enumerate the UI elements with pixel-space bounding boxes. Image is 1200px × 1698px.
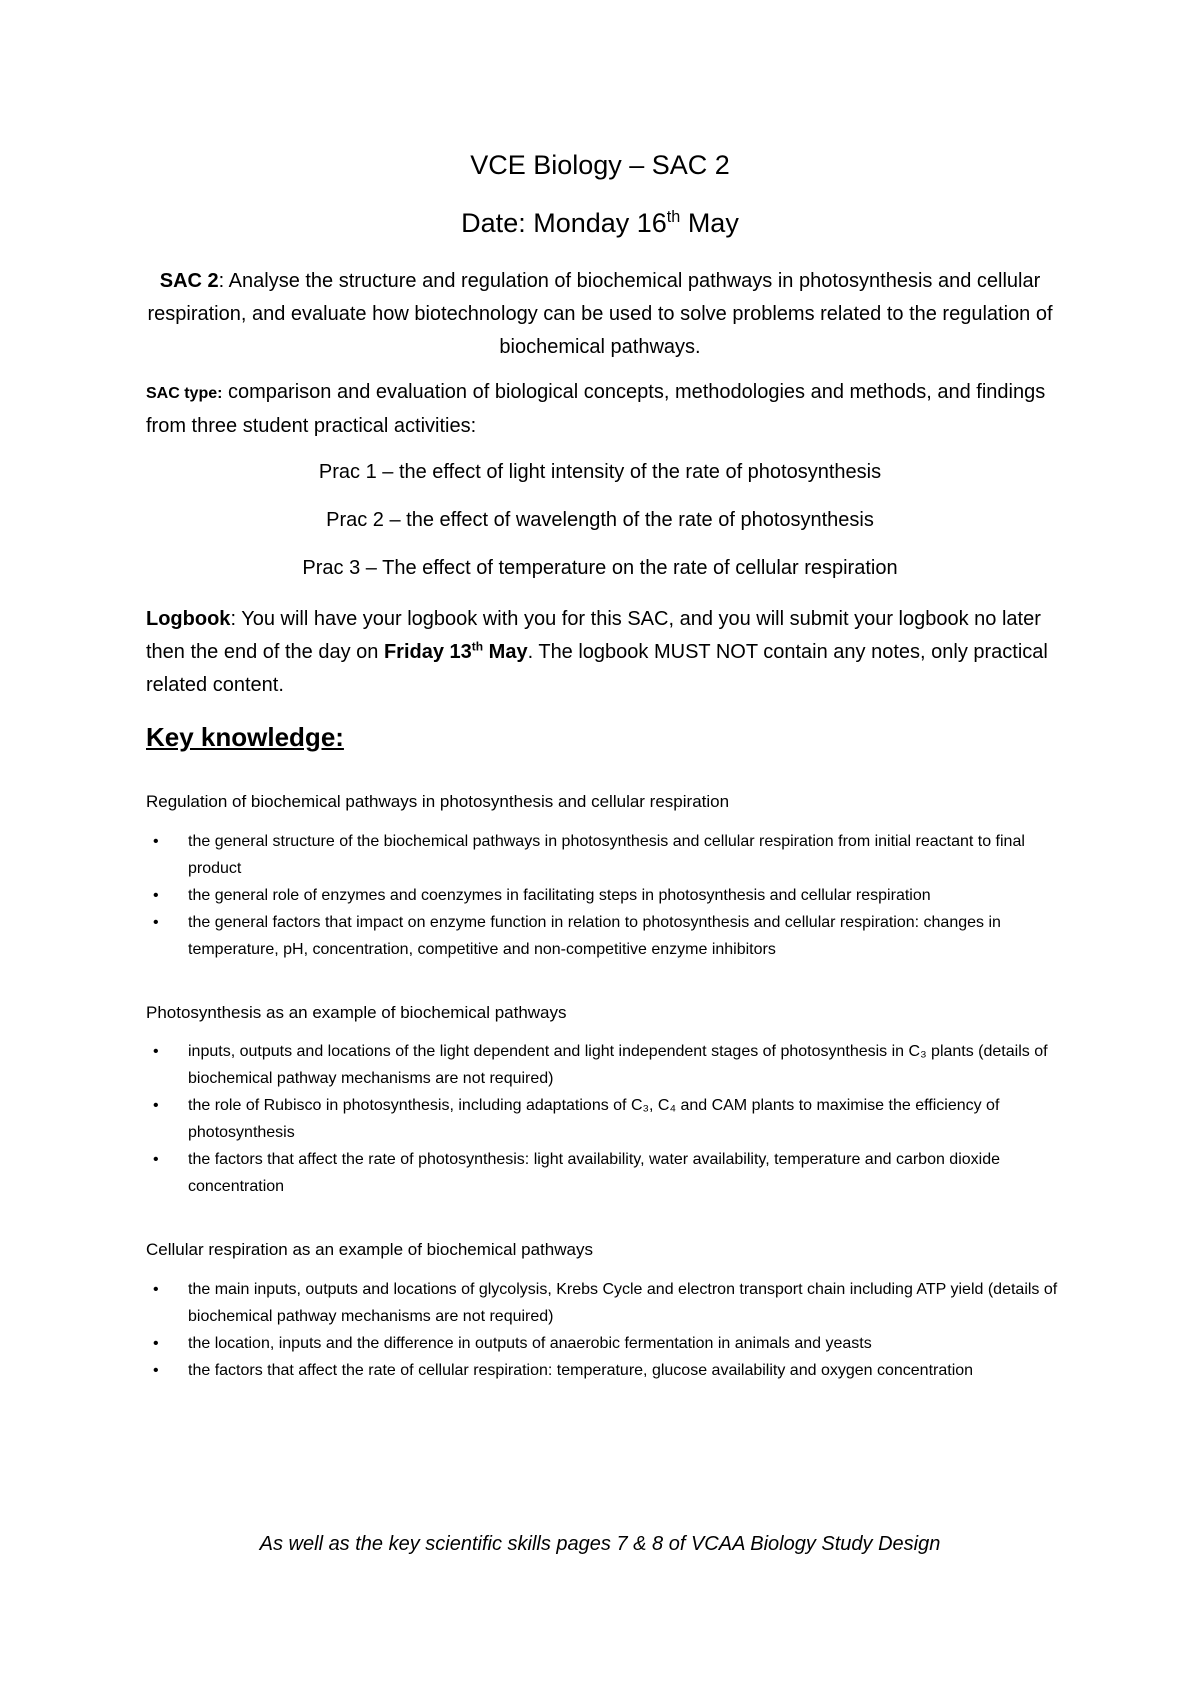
section-list-regulation [140,828,1080,963]
section-heading-respiration: Cellular respiration as an example of biochemical pathways [146,1240,593,1259]
list-item [140,882,1080,909]
logbook-date [384,641,528,663]
sac2-text: : Analyse the structure and regulation of biochemical pathways in photosynthesis and cellular respiration, and evaluate how biotechnology can be used to solve problems related to the regulation of biochemical pathways. [147,270,1053,358]
sac2-label: SAC 2 [159,270,219,292]
key-knowledge-heading: Key knowledge: [146,722,344,752]
logbook-date-prefix: Friday 13 [383,641,472,663]
prac-1: Prac 1 – the effect of light intensity of the rate of photosynthesis [318,461,882,483]
list-item-text: the location, inputs and the difference in outputs of anaerobic fermentation in animals and yeasts [188,1335,872,1352]
list-item-text: the factors that affect the rate of cellular respiration: temperature, glucose availability and oxygen concentration [188,1362,974,1379]
date-prefix: Date: Monday 16 [461,208,667,238]
list-item [140,1092,1080,1146]
list-item-text: inputs, outputs and locations of the light dependent and light independent stages of photosynthesis in C₃ plants (details of biochemical pathway mechanisms are not required) [188,1043,1048,1087]
sac2-description [145,265,1055,364]
list-item [140,1330,1080,1357]
section-heading-photosynthesis: Photosynthesis as an example of biochemical pathways [146,1003,567,1022]
bullet-icon: • [153,1281,159,1298]
list-item [140,909,1080,963]
list-item [140,1276,1080,1330]
document-title: VCE Biology – SAC 2 [470,150,730,180]
logbook-date-sup: th [471,639,484,654]
bullet-icon: • [153,1151,159,1168]
section-list-photosynthesis [140,1038,1080,1200]
list-item-text: the general structure of the biochemical pathways in photosynthesis and cellular respiration from initial reactant to final product [188,833,1025,877]
list-item-text: the general factors that impact on enzyme function in relation to photosynthesis and cellular respiration: changes in temperature, pH, concentration, competitive and non-competitive enzyme inhibitors [188,914,1001,958]
list-item [140,1357,1080,1384]
bullet-icon: • [153,833,159,850]
list-item [140,828,1080,882]
sac-date [0,208,1200,239]
prac-3: Prac 3 – The effect of temperature on the rate of cellular respiration [302,557,898,579]
bullet-icon: • [153,887,159,904]
logbook-date-suffix: May [483,641,528,663]
list-item [140,1038,1080,1092]
logbook-text-1: : You will have your logbook with you for this SAC, and you will submit your logbook no later then the end of the day on [146,608,1041,663]
list-item-text: the role of Rubisco in photosynthesis, including adaptations of C₃, C₄ and CAM plants to maximise the efficiency of photosynthesis [188,1097,1000,1141]
sac-type-label: SAC type: [146,385,223,402]
date-suffix: May [680,208,739,238]
footer-note: As well as the key scientific skills pages 7 & 8 of VCAA Biology Study Design [259,1533,941,1555]
sac-type-text: comparison and evaluation of biological concepts, methodologies and methods, and findings from three student practical activities: [146,381,1046,437]
section-list-respiration [140,1276,1080,1384]
bullet-icon: • [153,914,159,931]
list-item-text: the factors that affect the rate of photosynthesis: light availability, water availability, temperature and carbon dioxide concentration [188,1151,1001,1195]
list-item-text: the main inputs, outputs and locations of glycolysis, Krebs Cycle and electron transport chain including ATP yield (details of biochemical pathway mechanisms are not required) [188,1281,1058,1325]
list-item-text: the general role of enzymes and coenzymes in facilitating steps in photosynthesis and cellular respiration [188,887,931,904]
list-item [140,1146,1080,1200]
bullet-icon: • [153,1043,159,1060]
section-heading-regulation: Regulation of biochemical pathways in photosynthesis and cellular respiration [146,792,730,811]
bullet-icon: • [153,1097,159,1114]
bullet-icon: • [153,1335,159,1352]
prac-2: Prac 2 – the effect of wavelength of the rate of photosynthesis [326,509,874,531]
date-sup: th [666,208,681,226]
bullet-icon: • [153,1362,159,1379]
sac-type [146,376,1066,443]
logbook-label: Logbook [146,608,231,630]
logbook-text-2: . The logbook MUST NOT contain any notes, only practical related content. [146,641,1048,696]
logbook-note [146,603,1066,702]
